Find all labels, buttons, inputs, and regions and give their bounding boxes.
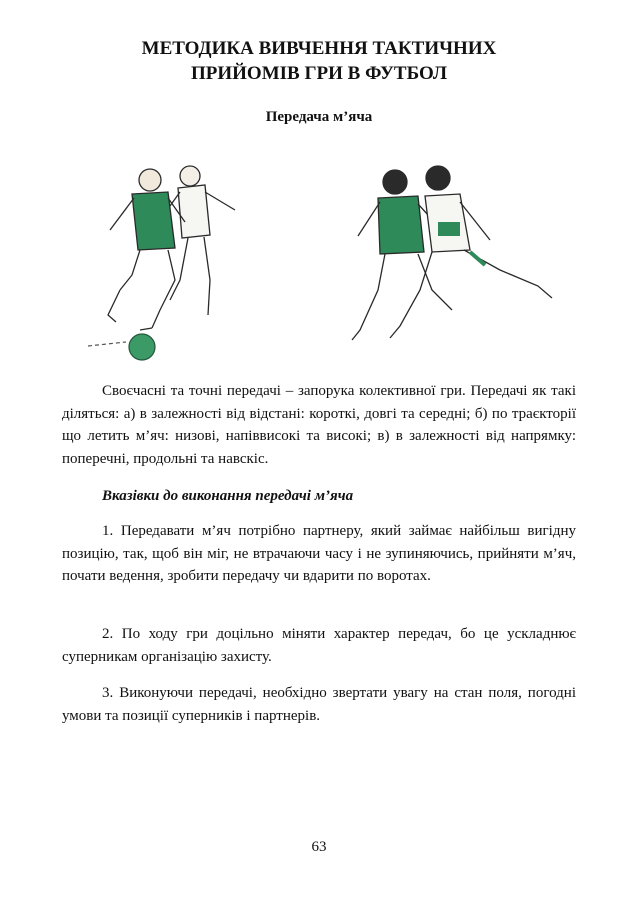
page-title <box>60 36 578 86</box>
page-number: 63 <box>311 839 327 855</box>
instruction-item-3 <box>62 682 576 727</box>
instruction-item-2 <box>62 623 576 668</box>
title-line-2: ПРИЙОМІВ ГРИ В ФУТБОЛ <box>190 63 448 84</box>
instruction-item-1 <box>62 520 576 588</box>
paragraph-text: Своєчасні та точні передачі – запорука колективної гри. Передачі як такі діляться: а) в залежності від відстані: короткі, довгі та середні; б) по траєкторії що летить м’яч: низові, напіввисокі та високі; в) в залежності від напрямку: поперечні, продольні та навскіс. <box>62 383 576 467</box>
instructions-heading-text: Вказівки до виконання передачі м’яча <box>102 488 354 504</box>
left-players-figure <box>108 166 235 330</box>
ball-trajectory-line <box>88 342 126 346</box>
football-players-passing-icon <box>60 140 580 372</box>
instruction-text: 3. Виконуючи передачі, необхідно звертати увагу на стан поля, погодні умови та позиції суперників і партнерів. <box>62 685 576 724</box>
title-line-1: МЕТОДИКА ВИВЧЕННЯ ТАКТИЧНИХ <box>141 38 497 59</box>
ball-icon <box>129 334 155 360</box>
section-subtitle: Передача м’яча <box>265 109 373 125</box>
intro-paragraph <box>62 380 576 470</box>
instruction-text: 2. По ходу гри доцільно міняти характер передач, бо це ускладнює суперникам організацію захисту. <box>62 626 576 665</box>
instruction-text: 1. Передавати м’яч потрібно партнеру, який займає найбільш вигідну позицію, так, щоб він міг, не втрачаючи часу і не зупиняючись, прийняти м’яч, почати ведення, зробити передачу чи вдарити по воротах. <box>62 523 576 584</box>
right-players-figure <box>352 166 552 340</box>
instructions-heading <box>62 485 576 508</box>
